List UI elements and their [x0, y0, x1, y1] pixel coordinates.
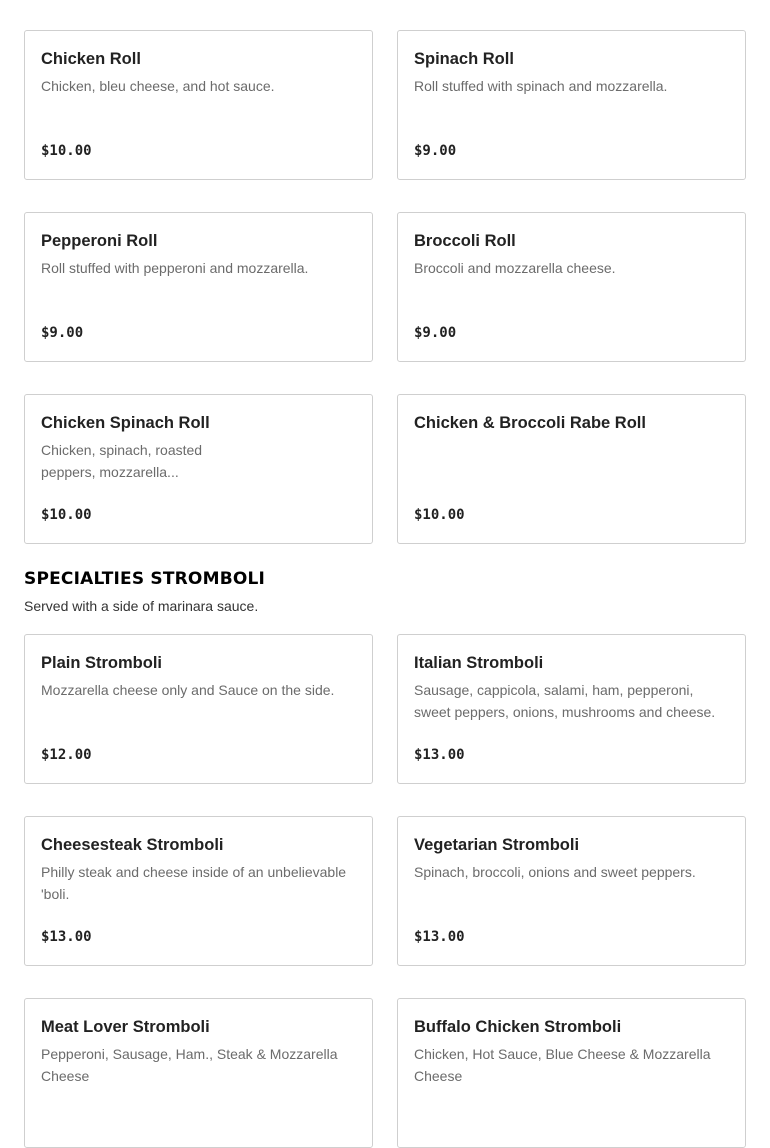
menu-item-card[interactable] — [24, 816, 373, 966]
item-name: Chicken Spinach Roll — [41, 414, 210, 432]
item-description: Spinach, broccoli, onions and sweet peppers. — [414, 864, 696, 880]
item-description: Roll stuffed with pepperoni and mozzarella. — [41, 260, 309, 276]
item-name: Plain Stromboli — [41, 654, 163, 672]
section-title: SPECIALTIES STROMBOLI — [24, 569, 266, 589]
item-name: Meat Lover Stromboli — [41, 1018, 210, 1036]
item-price: $13.00 — [41, 929, 92, 945]
item-name: Italian Stromboli — [414, 654, 544, 672]
item-price: $9.00 — [41, 325, 84, 341]
item-price: $13.00 — [414, 929, 465, 945]
item-description: Chicken, bleu cheese, and hot sauce. — [41, 78, 275, 94]
item-description: Chicken, spinach, roasted peppers, mozzarella... — [41, 442, 203, 480]
menu-item-card[interactable] — [397, 212, 746, 362]
item-description: Philly steak and cheese inside of an unbelievable 'boli. — [41, 864, 347, 902]
item-description: Mozzarella cheese only and Sauce on the side. — [41, 682, 335, 698]
item-description: Sausage, cappicola, salami, ham, pepperoni, sweet peppers, onions, mushrooms and cheese. — [414, 682, 716, 720]
item-name: Chicken Roll — [41, 50, 141, 68]
item-name: Pepperoni Roll — [41, 232, 158, 250]
menu-item-card[interactable] — [397, 816, 746, 966]
menu-item-card[interactable] — [24, 634, 373, 784]
item-price: $10.00 — [41, 143, 92, 159]
menu-item-card[interactable] — [24, 30, 373, 180]
menu-item-card[interactable] — [24, 394, 373, 544]
item-name: Chicken & Broccoli Rabe Roll — [414, 414, 646, 432]
menu-item-card[interactable] — [24, 998, 373, 1148]
item-description: Roll stuffed with spinach and mozzarella. — [414, 78, 668, 94]
section-description: Served with a side of marinara sauce. — [24, 598, 259, 614]
item-name: Buffalo Chicken Stromboli — [414, 1018, 622, 1036]
item-description: Broccoli and mozzarella cheese. — [414, 260, 616, 276]
item-price: $10.00 — [414, 507, 465, 523]
item-name: Broccoli Roll — [414, 232, 516, 250]
item-description: Pepperoni, Sausage, Ham., Steak & Mozzarella Cheese — [41, 1046, 338, 1084]
item-price: $12.00 — [41, 747, 92, 763]
menu-item-card[interactable] — [397, 30, 746, 180]
menu-item-card[interactable] — [24, 212, 373, 362]
item-price: $9.00 — [414, 143, 457, 159]
item-name: Spinach Roll — [414, 50, 514, 68]
item-price: $13.00 — [414, 747, 465, 763]
item-description: Chicken, Hot Sauce, Blue Cheese & Mozzarella Cheese — [414, 1046, 711, 1084]
menu-item-card[interactable] — [397, 394, 746, 544]
item-price: $9.00 — [414, 325, 457, 341]
menu-item-card[interactable] — [397, 634, 746, 784]
item-price: $10.00 — [41, 507, 92, 523]
menu-item-card[interactable] — [397, 998, 746, 1148]
item-name: Cheesesteak Stromboli — [41, 836, 224, 854]
item-name: Vegetarian Stromboli — [414, 836, 580, 854]
